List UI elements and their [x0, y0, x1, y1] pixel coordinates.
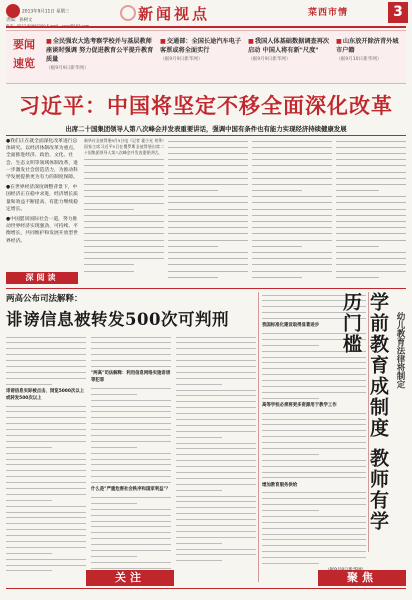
flower-ornament-icon	[120, 5, 136, 21]
issue-date: 2013年9月11日 星期三	[22, 9, 70, 15]
feature-title-part: 教师有学历门槛	[340, 292, 389, 532]
section-rule	[6, 288, 406, 289]
text-line	[91, 363, 171, 369]
text-line	[6, 381, 52, 387]
second-kicker: 两高公布司法解释：	[6, 294, 83, 304]
footer-rule	[6, 588, 406, 589]
pull-quote-item: ●在世界经济深度调整背景下，中国经济正在稳中求进，经济增长质量和效益不断提高，有能力继续稳定增长。	[6, 185, 78, 212]
brief-label	[9, 35, 39, 81]
lead-column-2	[168, 138, 248, 284]
brief-item-source: （据9月9日新华网）	[46, 66, 89, 71]
article-subhead: 什么是"严重危害社会秩序和国家利益"？	[91, 487, 171, 493]
text-line	[336, 274, 379, 280]
lead-column-4	[336, 138, 406, 284]
second-column-3	[176, 334, 256, 566]
bullet-icon: ■	[46, 38, 52, 45]
feature-main-title	[340, 292, 392, 542]
brief-item[interactable]	[248, 37, 330, 63]
lead-subheadline: 出席二十国集团领导人第八次峰会并发表重要讲话，强调中国有条件也有能力实现经济持续健康发展	[65, 125, 347, 133]
feature-title-part: 学前教育成制度	[367, 292, 389, 439]
vertical-feature[interactable]	[340, 292, 406, 542]
text-line	[84, 268, 134, 274]
article-subhead: "两高"司法解释：利用信息网络实施诽谤等犯罪	[91, 371, 171, 384]
masthead	[120, 2, 290, 26]
brief-item-source: （据9月10日新华网）	[336, 57, 382, 62]
bottom-tag-spotlight: 聚焦	[318, 570, 406, 586]
text-line	[6, 568, 52, 574]
deep-read-tag: 深阅读	[6, 272, 78, 284]
brief-item-title: 山东放开除济青外城市户籍	[336, 38, 399, 54]
text-line	[262, 395, 319, 401]
bullet-icon: ■	[160, 38, 166, 45]
brief-item-source: （据9月9日新华网）	[160, 57, 203, 62]
lead-dateline: 新华社圣彼得堡9月5日电（记者 霍小光 刘华）国家主席习近平5日在俄罗斯圣彼得堡出席二十国集团领导人第八次峰会并发表重要讲话。	[84, 138, 164, 156]
article-subhead: 增加教育服务供给	[262, 482, 298, 488]
lead-article	[6, 138, 406, 284]
second-column-2	[91, 334, 171, 566]
article-subhead: 高等学校必须将更多资源用于教学工作	[262, 403, 337, 409]
text-line	[262, 475, 366, 481]
text-line	[91, 480, 171, 486]
bottom-tag-focus: 关注	[86, 570, 174, 586]
text-line	[176, 558, 222, 564]
lead-column-1	[84, 138, 164, 284]
section-name: 菜西市情	[308, 8, 349, 18]
column-divider	[258, 292, 259, 582]
pull-quote-item: ●我们正在就全面深化改革进行总体研究。以经济体制改革为重点，全面推进经济、政治、文化、社会、生态文明等领域体制改革，进一步激发社会创造活力，为推动科学发展提供更为有力的制度保障。	[6, 139, 78, 181]
article-subhead: 诽谤信息实际被点击、浏览5000次以上或转发500次以上	[6, 389, 85, 402]
masthead-title: 新闻视点	[138, 5, 211, 23]
bullet-icon: ■	[336, 38, 342, 45]
brief-item-title: 我国人体基础数据调查再次启动 中国人将有新"尺度"	[248, 38, 330, 54]
header-rule	[6, 26, 406, 28]
issue-info	[6, 4, 116, 24]
editor-info: 责编：孙树文	[6, 18, 33, 23]
second-column-1	[6, 334, 86, 566]
text-line	[168, 274, 218, 280]
second-headline[interactable]: 诽谤信息被转发500次可判刑	[6, 310, 229, 329]
newspaper-logo-icon	[6, 4, 20, 18]
brief-item-title: 交通部：全国长途汽车电子客票或将全面实行	[160, 38, 242, 54]
brief-label-top: 要闻	[13, 38, 35, 51]
news-brief-bar	[6, 30, 406, 84]
feature-side-title: 幼儿教育法律将制定	[395, 312, 405, 389]
page-number: 3	[388, 2, 408, 23]
brief-item-title: 全民强农大选考察学校并与基层教师座谈时强调 努力促进教育公平提升教育质量	[46, 38, 154, 63]
pull-quote-box	[6, 138, 78, 284]
text-line	[262, 561, 319, 567]
article-subhead: 我国标准化建设取得显著进步	[262, 323, 320, 329]
text-line	[252, 274, 302, 280]
pull-quote-item: ●中国愿同国际社会一道，努力推动世界经济实现强劲、可持续、平衡增长，共同维护和发展开放型世界经济。	[6, 217, 78, 244]
bullet-icon: ■	[248, 38, 254, 45]
brief-label-bottom: 速览	[13, 57, 35, 70]
lead-rule	[6, 135, 406, 136]
brief-item[interactable]	[160, 37, 242, 63]
brief-item-source: （据9月9日新华网）	[248, 57, 291, 62]
brief-item[interactable]	[336, 37, 402, 63]
brief-item[interactable]	[46, 37, 154, 72]
lead-column-3	[252, 138, 332, 284]
second-article	[6, 334, 256, 566]
lead-headline[interactable]: 习近平：中国将坚定不移全面深化改革	[19, 93, 393, 118]
